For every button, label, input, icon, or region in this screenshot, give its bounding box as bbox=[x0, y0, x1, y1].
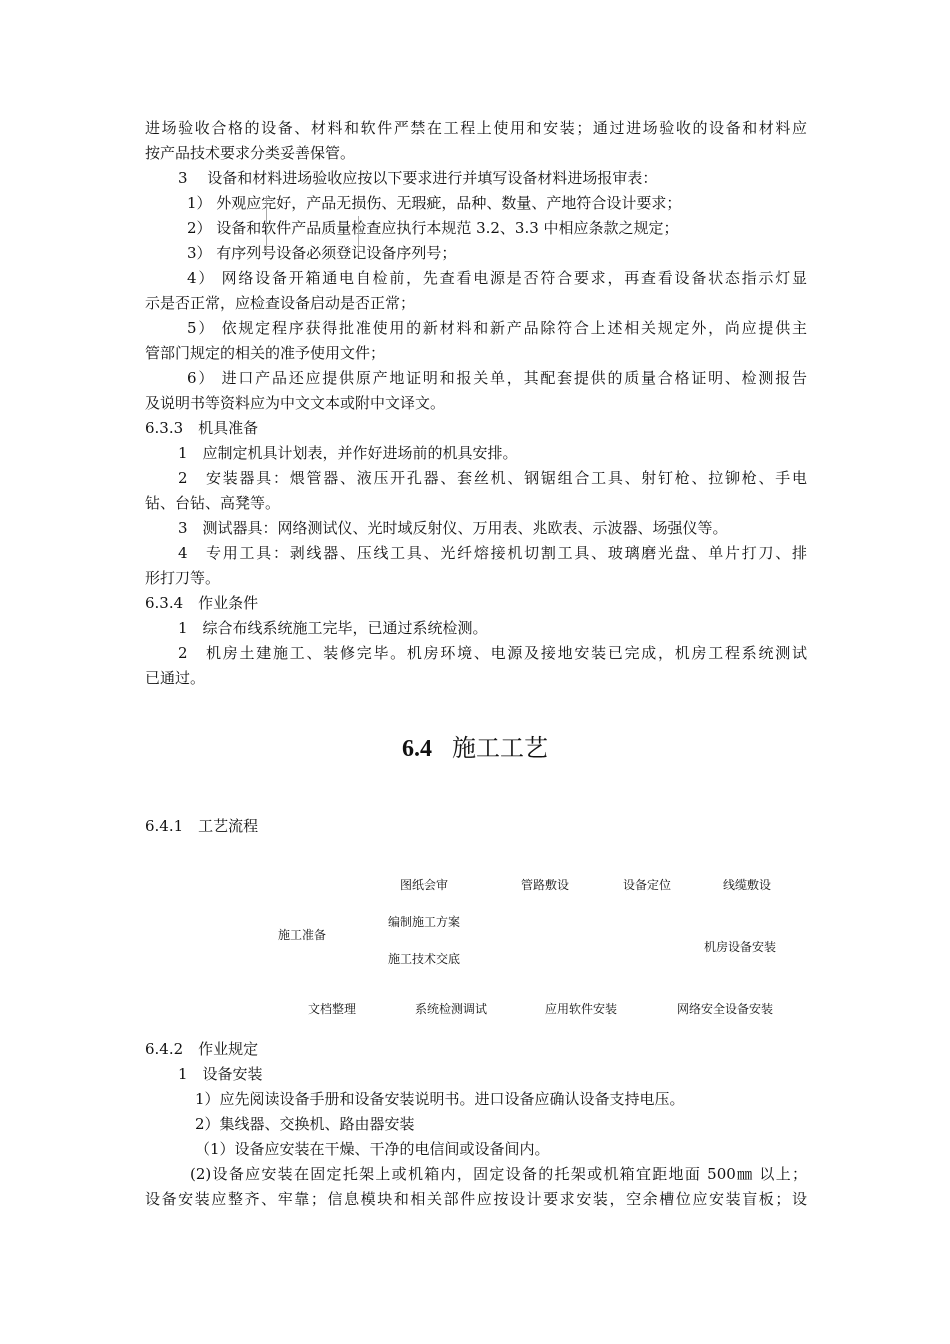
scan-mark-line bbox=[358, 216, 359, 254]
section-heading: 6.3.4 作业条件 bbox=[145, 594, 259, 612]
scan-mark-line bbox=[266, 196, 267, 254]
paragraph-line: 设备安装应整齐、牢靠；信息模块和相关部件应按设计要求安装，空余槽位应安装盲板；设 bbox=[145, 1190, 807, 1208]
list-item: 3 测试器具：网络测试仪、光时域反射仪、万用表、兆欧表、示波器、场强仪等。 bbox=[178, 519, 728, 537]
paragraph-line: 进场验收合格的设备、材料和软件严禁在工程上使用和安装；通过进场验收的设备和材料应 bbox=[145, 119, 807, 137]
section-heading: 6.3.3 机具准备 bbox=[145, 419, 259, 437]
heading-number: 6.4 bbox=[402, 736, 432, 762]
list-item: 1） 外观应完好，产品无损伤、无瑕疵，品种、数量、产地符合设计要求； bbox=[187, 194, 682, 212]
flow-step: 编制施工方案 bbox=[388, 915, 461, 929]
paragraph-line: 已通过。 bbox=[145, 669, 206, 687]
paragraph-line: 钻、台钻、高凳等。 bbox=[145, 494, 281, 512]
section-heading: 6.4.1 工艺流程 bbox=[145, 817, 259, 835]
flow-step: 网络安全设备安装 bbox=[677, 1002, 774, 1016]
list-item: 3 设备和材料进场验收应按以下要求进行并填写设备材料进场报审表： bbox=[178, 169, 658, 187]
section-heading: 6.4.2 作业规定 bbox=[145, 1040, 259, 1058]
list-item: 1 综合布线系统施工完毕，已通过系统检测。 bbox=[178, 619, 488, 637]
list-item: 3） 有序列号设备必须登记设备序列号； bbox=[187, 244, 457, 262]
list-item: 2） 设备和软件产品质量检查应执行本规范 3.2、3.3 中相应条款之规定； bbox=[187, 219, 679, 237]
flow-step: 管路敷设 bbox=[521, 878, 570, 892]
paragraph-line: 按产品技术要求分类妥善保管。 bbox=[145, 144, 356, 162]
flow-step: 文档整理 bbox=[308, 1002, 357, 1016]
flow-step: 施工技术交底 bbox=[388, 952, 461, 966]
flow-step: 系统检测调试 bbox=[415, 1002, 488, 1016]
flow-step: 线缆敷设 bbox=[723, 878, 772, 892]
list-item: 5） 依规定程序获得批准使用的新材料和新产品除符合上述相关规定外，尚应提供主 bbox=[187, 319, 807, 337]
list-item: 1 设备安装 bbox=[178, 1065, 263, 1083]
list-item: 4 专用工具：剥线器、压线工具、光纤熔接机切割工具、玻璃磨光盘、单片打刀、排 bbox=[178, 544, 807, 562]
flow-step: 设备定位 bbox=[623, 878, 672, 892]
list-item: 6） 进口产品还应提供原产地证明和报关单，其配套提供的质量合格证明、检测报告 bbox=[187, 369, 807, 387]
list-item: 4） 网络设备开箱通电自检前，先查看电源是否符合要求，再查看设备状态指示灯显 bbox=[187, 269, 807, 287]
flow-step: 机房设备安装 bbox=[704, 940, 777, 954]
flow-step: 应用软件安装 bbox=[545, 1002, 618, 1016]
paragraph-line: 形打刀等。 bbox=[145, 569, 221, 587]
list-item: 2）集线器、交换机、路由器安装 bbox=[195, 1115, 415, 1133]
list-item: （1）设备应安装在干燥、干净的电信间或设备间内。 bbox=[195, 1140, 550, 1158]
list-item: 1）应先阅读设备手册和设备安装说明书。进口设备应确认设备支持电压。 bbox=[195, 1090, 685, 1108]
list-item: (2)设备应安装在固定托架上或机箱内，固定设备的托架或机箱宜距地面 500㎜ 以上； bbox=[190, 1165, 807, 1183]
chapter-heading bbox=[0, 731, 950, 766]
list-item: 1 应制定机具计划表，并作好进场前的机具安排。 bbox=[178, 444, 518, 462]
list-item: 2 安装器具：煨管器、液压开孔器、套丝机、钢锯组合工具、射钉枪、拉铆枪、手电 bbox=[178, 469, 807, 487]
paragraph-line: 示是否正常，应检查设备启动是否正常； bbox=[145, 294, 416, 312]
flow-step: 施工准备 bbox=[278, 928, 327, 942]
paragraph-line: 管部门规定的相关的准予使用文件； bbox=[145, 344, 386, 362]
heading-title: 施工工艺 bbox=[452, 734, 548, 762]
list-item: 2 机房土建施工、装修完毕。机房环境、电源及接地安装已完成，机房工程系统测试 bbox=[178, 644, 807, 662]
paragraph-line: 及说明书等资料应为中文文本或附中文译文。 bbox=[145, 394, 446, 412]
flow-step: 图纸会审 bbox=[400, 878, 449, 892]
